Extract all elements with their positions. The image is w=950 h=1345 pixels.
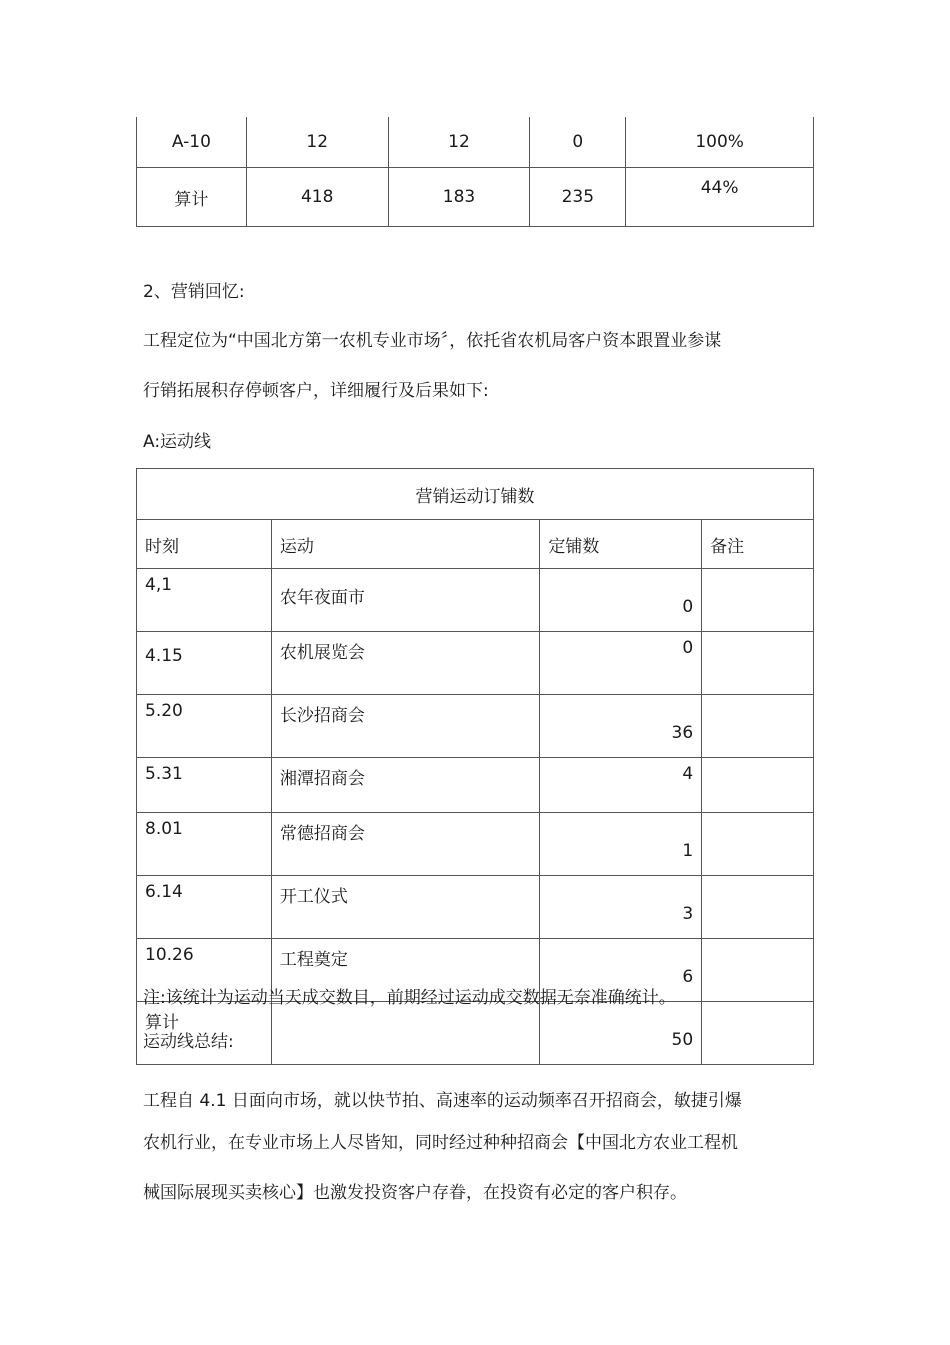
note-cell bbox=[702, 569, 814, 632]
summary-line-1: 工程自 4.1 日面向市场，就以快节拍、高速率的运动频率召开招商会，敏捷引爆 bbox=[143, 1091, 742, 1111]
table-row bbox=[137, 758, 814, 813]
activity-cell bbox=[271, 1002, 540, 1065]
count-cell: 36 bbox=[540, 695, 702, 758]
table-row bbox=[137, 569, 814, 632]
table-title: 营销运动订铺数 bbox=[137, 469, 814, 520]
table-row bbox=[137, 1002, 814, 1065]
time-cell: 4.15 bbox=[137, 632, 272, 695]
activity-table bbox=[136, 468, 814, 1065]
count-cell: 0 bbox=[540, 632, 702, 695]
note-cell bbox=[702, 632, 814, 695]
summary-line-2: 农机行业，在专业市场上人尽皆知，同时经过种种招商会【中国北方农业工程机 bbox=[143, 1133, 738, 1153]
cell: 418 bbox=[246, 168, 388, 227]
time-cell: 8.01 bbox=[137, 813, 272, 876]
activity-cell: 开工仪式 bbox=[271, 876, 540, 939]
note-cell bbox=[702, 1002, 814, 1065]
header-count: 定铺数 bbox=[540, 520, 702, 569]
table-row bbox=[137, 117, 814, 168]
activity-cell: 常德招商会 bbox=[271, 813, 540, 876]
table-row bbox=[137, 695, 814, 758]
count-cell: 3 bbox=[540, 876, 702, 939]
activity-cell: 农年夜面市 bbox=[271, 569, 540, 632]
note-cell bbox=[702, 695, 814, 758]
table-note: 注:该统计为运动当天成交数目，前期经过运动成交数据无奈准确统计。 bbox=[143, 988, 676, 1008]
time-cell: 10.26 bbox=[137, 939, 272, 1002]
intro-line-1: 工程定位为“中国北方第一农机专业市场〞，依托省农机局客户资本跟置业参谋 bbox=[143, 331, 722, 351]
table-title-row bbox=[137, 469, 814, 520]
time-cell: 4,1 bbox=[137, 569, 272, 632]
cell: 12 bbox=[246, 117, 388, 168]
section-title: 2、营销回忆: bbox=[143, 282, 245, 302]
table-row bbox=[137, 876, 814, 939]
summary-line-3: 械国际展现买卖核心】也激发投资客户存眷，在投资有必定的客户积存。 bbox=[143, 1183, 687, 1203]
intro-line-2: 行销拓展积存停顿客户，详细履行及后果如下: bbox=[143, 381, 489, 401]
summary-title: 运动线总结: bbox=[143, 1032, 234, 1052]
table-header-row bbox=[137, 520, 814, 569]
header-note: 备注 bbox=[702, 520, 814, 569]
cell: 183 bbox=[388, 168, 530, 227]
count-cell: 4 bbox=[540, 758, 702, 813]
cell: 0 bbox=[530, 117, 626, 168]
note-cell bbox=[702, 939, 814, 1002]
summary-table bbox=[136, 117, 814, 227]
count-cell: 6 bbox=[540, 939, 702, 1002]
time-cell: 6.14 bbox=[137, 876, 272, 939]
time-cell: 5.31 bbox=[137, 758, 272, 813]
note-cell bbox=[702, 758, 814, 813]
count-cell: 1 bbox=[540, 813, 702, 876]
activity-cell: 长沙招商会 bbox=[271, 695, 540, 758]
table-row bbox=[137, 813, 814, 876]
cell: 235 bbox=[530, 168, 626, 227]
time-cell: 5.20 bbox=[137, 695, 272, 758]
time-cell: 算计 bbox=[137, 1002, 272, 1065]
note-cell bbox=[702, 876, 814, 939]
count-cell: 0 bbox=[540, 569, 702, 632]
activity-cell: 农机展览会 bbox=[271, 632, 540, 695]
activity-cell: 工程奠定 bbox=[271, 939, 540, 1002]
table-row bbox=[137, 632, 814, 695]
sub-title: A:运动线 bbox=[143, 432, 212, 452]
count-cell: 50 bbox=[540, 1002, 702, 1065]
row-label: 算计 bbox=[137, 168, 247, 227]
cell: 12 bbox=[388, 117, 530, 168]
activity-cell: 湘潭招商会 bbox=[271, 758, 540, 813]
table-row bbox=[137, 168, 814, 227]
cell: 44% bbox=[626, 168, 814, 227]
row-label: A-10 bbox=[137, 117, 247, 168]
cell: 100% bbox=[626, 117, 814, 168]
header-activity: 运动 bbox=[271, 520, 540, 569]
header-time: 时刻 bbox=[137, 520, 272, 569]
note-cell bbox=[702, 813, 814, 876]
